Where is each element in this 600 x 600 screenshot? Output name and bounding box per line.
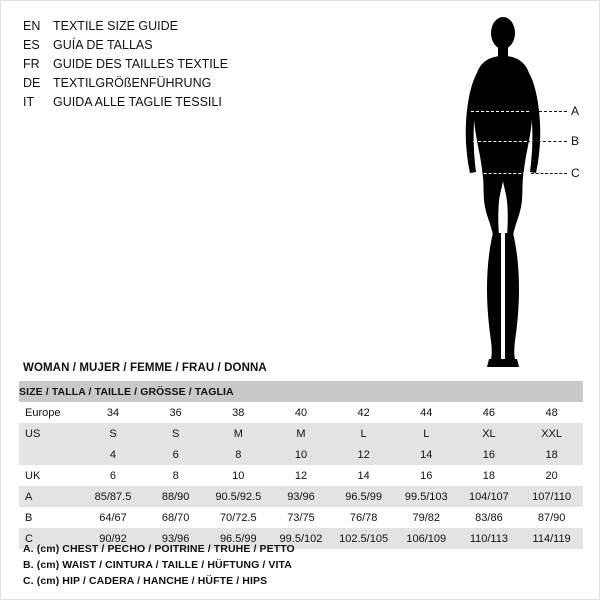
table-cell: 36 bbox=[144, 402, 207, 423]
table-cell: 96.5/99 bbox=[207, 528, 270, 549]
measure-line-a-inner bbox=[471, 111, 529, 112]
measure-label-c: C bbox=[571, 166, 580, 180]
table-cell: L bbox=[395, 423, 458, 444]
table-cell: 90/92 bbox=[82, 528, 145, 549]
table-cell: 16 bbox=[458, 444, 521, 465]
table-row bbox=[19, 465, 583, 486]
table-cell: S bbox=[82, 423, 145, 444]
table-cell: 20 bbox=[520, 465, 583, 486]
table-cell: 93/96 bbox=[270, 486, 333, 507]
table-cell: 73/75 bbox=[270, 507, 333, 528]
table-cell: 14 bbox=[395, 444, 458, 465]
table-cell: 48 bbox=[520, 402, 583, 423]
size-table-wrapper bbox=[19, 381, 583, 549]
table-cell: 79/82 bbox=[395, 507, 458, 528]
measure-line-a-outer bbox=[529, 111, 567, 112]
note-hip: C. (cm) HIP / CADERA / HANCHE / HÜFTE / HIPS bbox=[23, 575, 268, 587]
row-label: A bbox=[19, 486, 82, 507]
table-cell: 114/119 bbox=[520, 528, 583, 549]
row-label: US bbox=[19, 423, 82, 444]
table-cell: 44 bbox=[395, 402, 458, 423]
table-cell: 99.5/103 bbox=[395, 486, 458, 507]
table-cell: 87/90 bbox=[520, 507, 583, 528]
language-list bbox=[23, 17, 353, 112]
measure-line-b-inner bbox=[473, 141, 527, 142]
table-cell: 18 bbox=[458, 465, 521, 486]
language-code: ES bbox=[23, 38, 40, 52]
table-row bbox=[19, 423, 583, 444]
table-cell: M bbox=[270, 423, 333, 444]
row-label: Europe bbox=[19, 402, 82, 423]
table-cell: 68/70 bbox=[144, 507, 207, 528]
table-cell: XXL bbox=[520, 423, 583, 444]
table-cell: 46 bbox=[458, 402, 521, 423]
table-cell: 12 bbox=[270, 465, 333, 486]
table-cell: 6 bbox=[82, 465, 145, 486]
table-cell: 102.5/105 bbox=[332, 528, 395, 549]
table-row bbox=[19, 402, 583, 423]
table-cell: 96.5/99 bbox=[332, 486, 395, 507]
table-cell: 8 bbox=[144, 465, 207, 486]
table-cell: 38 bbox=[207, 402, 270, 423]
table-cell: 83/86 bbox=[458, 507, 521, 528]
language-code: DE bbox=[23, 76, 41, 90]
language-row bbox=[23, 36, 353, 54]
table-cell: M bbox=[207, 423, 270, 444]
language-text: TEXTILE SIZE GUIDE bbox=[53, 19, 179, 33]
table-cell: 40 bbox=[270, 402, 333, 423]
row-label: C bbox=[19, 528, 82, 549]
measure-line-c-outer bbox=[531, 173, 567, 174]
language-row bbox=[23, 55, 353, 73]
language-row bbox=[23, 93, 353, 111]
row-label: B bbox=[19, 507, 82, 528]
language-row bbox=[23, 17, 353, 35]
measure-line-b-outer bbox=[527, 141, 567, 142]
table-cell: 10 bbox=[207, 465, 270, 486]
table-cell: 64/67 bbox=[82, 507, 145, 528]
table-cell: 99.5/102 bbox=[270, 528, 333, 549]
table-cell: 88/90 bbox=[144, 486, 207, 507]
table-cell: 6 bbox=[144, 444, 207, 465]
table-header-label: SIZE / TALLA / TAILLE / GRÖSSE / TAGLIA bbox=[19, 381, 583, 402]
figure-area bbox=[421, 11, 591, 371]
table-cell: 107/110 bbox=[520, 486, 583, 507]
table-cell: 18 bbox=[520, 444, 583, 465]
table-cell: 42 bbox=[332, 402, 395, 423]
table-cell: XL bbox=[458, 423, 521, 444]
table-row bbox=[19, 507, 583, 528]
language-text: TEXTILGRÖßENFÜHRUNG bbox=[53, 76, 212, 90]
table-row bbox=[19, 486, 583, 507]
measure-label-b: B bbox=[571, 134, 580, 148]
table-row bbox=[19, 444, 583, 465]
measurement-notes bbox=[23, 541, 583, 589]
table-cell: 16 bbox=[395, 465, 458, 486]
language-code: IT bbox=[23, 95, 35, 109]
table-header-row bbox=[19, 381, 583, 402]
table-cell: 34 bbox=[82, 402, 145, 423]
table-cell: 76/78 bbox=[332, 507, 395, 528]
table-cell: 8 bbox=[207, 444, 270, 465]
language-text: GUIDA ALLE TAGLIE TESSILI bbox=[53, 95, 222, 109]
table-cell: 14 bbox=[332, 465, 395, 486]
table-cell: L bbox=[332, 423, 395, 444]
section-title: WOMAN / MUJER / FEMME / FRAU / DONNA bbox=[23, 362, 267, 374]
note-chest: A. (cm) CHEST / PECHO / POITRINE / TRUHE / PETTO bbox=[23, 543, 295, 555]
language-row bbox=[23, 74, 353, 92]
measure-label-a: A bbox=[571, 104, 580, 118]
woman-silhouette-icon bbox=[441, 11, 571, 371]
row-label: UK bbox=[19, 465, 82, 486]
table-cell: 70/72.5 bbox=[207, 507, 270, 528]
table-cell: 104/107 bbox=[458, 486, 521, 507]
language-code: FR bbox=[23, 57, 40, 71]
table-cell: 106/109 bbox=[395, 528, 458, 549]
table-cell: S bbox=[144, 423, 207, 444]
row-label bbox=[19, 444, 82, 465]
table-cell: 110/113 bbox=[458, 528, 521, 549]
measure-line-c-inner bbox=[469, 173, 531, 174]
note-waist: B. (cm) WAIST / CINTURA / TAILLE / HÜFTUNG / VITA bbox=[23, 559, 292, 571]
table-cell: 90.5/92.5 bbox=[207, 486, 270, 507]
table-cell: 4 bbox=[82, 444, 145, 465]
table-cell: 85/87.5 bbox=[82, 486, 145, 507]
language-text: GUIDE DES TAILLES TEXTILE bbox=[53, 57, 229, 71]
language-code: EN bbox=[23, 19, 41, 33]
table-cell: 12 bbox=[332, 444, 395, 465]
table-cell: 93/96 bbox=[144, 528, 207, 549]
size-table bbox=[19, 381, 583, 549]
language-text: GUÍA DE TALLAS bbox=[53, 38, 153, 52]
table-cell: 10 bbox=[270, 444, 333, 465]
